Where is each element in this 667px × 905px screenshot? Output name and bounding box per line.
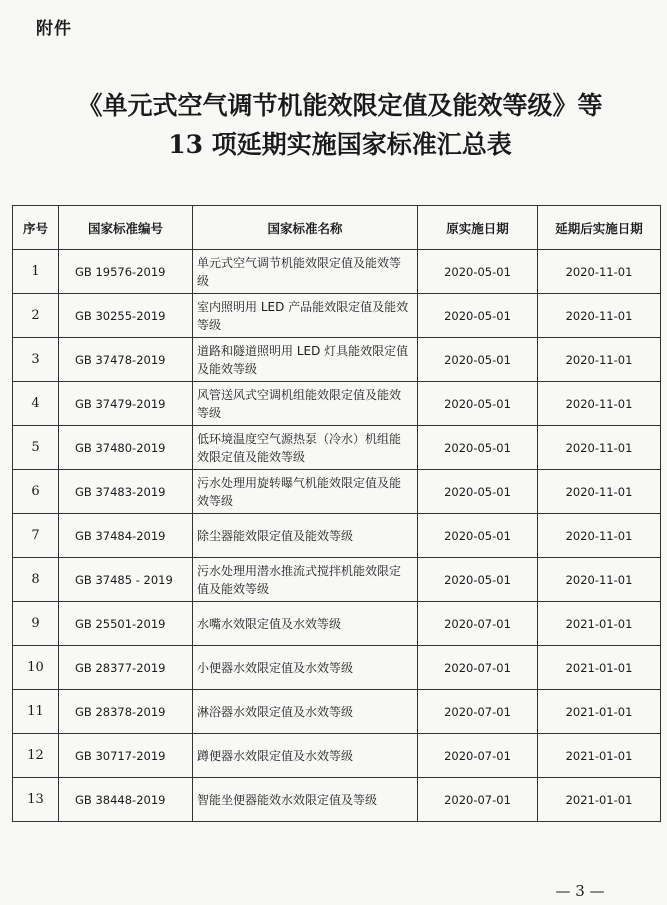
cell-postponed-date: 2021-01-01 [538, 778, 661, 822]
cell-postponed-date: 2020-11-01 [538, 426, 661, 470]
table-header-row [13, 206, 661, 250]
cell-standard-code: GB 30255-2019 [59, 294, 193, 338]
cell-standard-code: GB 19576-2019 [59, 250, 193, 294]
cell-original-date: 2020-05-01 [418, 426, 538, 470]
cell-original-date: 2020-05-01 [418, 514, 538, 558]
cell-serial-no: 2 [13, 294, 59, 338]
cell-serial-no: 11 [13, 690, 59, 734]
cell-standard-code: GB 28378-2019 [59, 690, 193, 734]
cell-serial-no: 7 [13, 514, 59, 558]
cell-standard-name: 风管送风式空调机组能效限定值及能效等级 [193, 382, 418, 426]
cell-original-date: 2020-05-01 [418, 382, 538, 426]
document-title-line-1: 《单元式空气调节机能效限定值及能效等级》等 [77, 91, 603, 120]
cell-standard-code: GB 38448-2019 [59, 778, 193, 822]
cell-postponed-date: 2020-11-01 [538, 470, 661, 514]
header-standard-code: 国家标准编号 [59, 206, 193, 250]
cell-standard-code: GB 37478-2019 [59, 338, 193, 382]
cell-standard-name: 污水处理用潜水推流式搅拌机能效限定值及能效等级 [193, 558, 418, 602]
cell-original-date: 2020-05-01 [418, 250, 538, 294]
table-row [13, 426, 661, 470]
table-row [13, 602, 661, 646]
cell-standard-code: GB 37483-2019 [59, 470, 193, 514]
cell-standard-code: GB 37480-2019 [59, 426, 193, 470]
header-standard-name: 国家标准名称 [193, 206, 418, 250]
cell-original-date: 2020-05-01 [418, 338, 538, 382]
cell-postponed-date: 2021-01-01 [538, 646, 661, 690]
table-row [13, 250, 661, 294]
cell-standard-code: GB 37485 - 2019 [59, 558, 193, 602]
cell-postponed-date: 2021-01-01 [538, 690, 661, 734]
cell-standard-code: GB 37479-2019 [59, 382, 193, 426]
cell-serial-no: 12 [13, 734, 59, 778]
cell-original-date: 2020-05-01 [418, 294, 538, 338]
cell-standard-name: 道路和隧道照明用 LED 灯具能效限定值及能效等级 [193, 338, 418, 382]
cell-original-date: 2020-05-01 [418, 558, 538, 602]
cell-postponed-date: 2020-11-01 [538, 250, 661, 294]
cell-standard-name: 除尘器能效限定值及能效等级 [193, 514, 418, 558]
table-row [13, 338, 661, 382]
cell-original-date: 2020-07-01 [418, 646, 538, 690]
standards-table [12, 205, 661, 822]
header-serial-no: 序号 [13, 206, 59, 250]
cell-postponed-date: 2020-11-01 [538, 382, 661, 426]
cell-postponed-date: 2020-11-01 [538, 338, 661, 382]
cell-standard-name: 室内照明用 LED 产品能效限定值及能效等级 [193, 294, 418, 338]
cell-original-date: 2020-07-01 [418, 734, 538, 778]
cell-serial-no: 10 [13, 646, 59, 690]
cell-postponed-date: 2020-11-01 [538, 294, 661, 338]
table-row [13, 558, 661, 602]
cell-postponed-date: 2021-01-01 [538, 602, 661, 646]
cell-postponed-date: 2021-01-01 [538, 734, 661, 778]
table-row [13, 734, 661, 778]
table-row [13, 382, 661, 426]
header-original-date: 原实施日期 [418, 206, 538, 250]
cell-serial-no: 1 [13, 250, 59, 294]
cell-original-date: 2020-05-01 [418, 470, 538, 514]
cell-standard-name: 智能坐便器能效水效限定值及等级 [193, 778, 418, 822]
cell-standard-name: 单元式空气调节机能效限定值及能效等级 [193, 250, 418, 294]
cell-original-date: 2020-07-01 [418, 602, 538, 646]
cell-serial-no: 13 [13, 778, 59, 822]
table-row [13, 514, 661, 558]
cell-postponed-date: 2020-11-01 [538, 514, 661, 558]
cell-standard-code: GB 37484-2019 [59, 514, 193, 558]
cell-serial-no: 3 [13, 338, 59, 382]
cell-serial-no: 6 [13, 470, 59, 514]
attachment-label: 附件 [36, 19, 72, 39]
cell-standard-name: 水嘴水效限定值及水效等级 [193, 602, 418, 646]
cell-standard-name: 淋浴器水效限定值及水效等级 [193, 690, 418, 734]
table-row [13, 646, 661, 690]
cell-standard-name: 低环境温度空气源热泵（冷水）机组能效限定值及能效等级 [193, 426, 418, 470]
cell-standard-name: 小便器水效限定值及水效等级 [193, 646, 418, 690]
cell-original-date: 2020-07-01 [418, 778, 538, 822]
cell-original-date: 2020-07-01 [418, 690, 538, 734]
cell-serial-no: 4 [13, 382, 59, 426]
page-number: — 3 — [555, 882, 605, 900]
cell-standard-name: 污水处理用旋转曝气机能效限定值及能效等级 [193, 470, 418, 514]
cell-standard-name: 蹲便器水效限定值及水效等级 [193, 734, 418, 778]
cell-serial-no: 8 [13, 558, 59, 602]
cell-standard-code: GB 25501-2019 [59, 602, 193, 646]
document-title-line-2: 13 项延期实施国家标准汇总表 [168, 130, 512, 159]
header-postponed-date: 延期后实施日期 [538, 206, 661, 250]
table-row [13, 690, 661, 734]
cell-standard-code: GB 30717-2019 [59, 734, 193, 778]
cell-postponed-date: 2020-11-01 [538, 558, 661, 602]
cell-serial-no: 9 [13, 602, 59, 646]
cell-standard-code: GB 28377-2019 [59, 646, 193, 690]
table-row [13, 470, 661, 514]
cell-serial-no: 5 [13, 426, 59, 470]
table-row [13, 294, 661, 338]
table-row [13, 778, 661, 822]
